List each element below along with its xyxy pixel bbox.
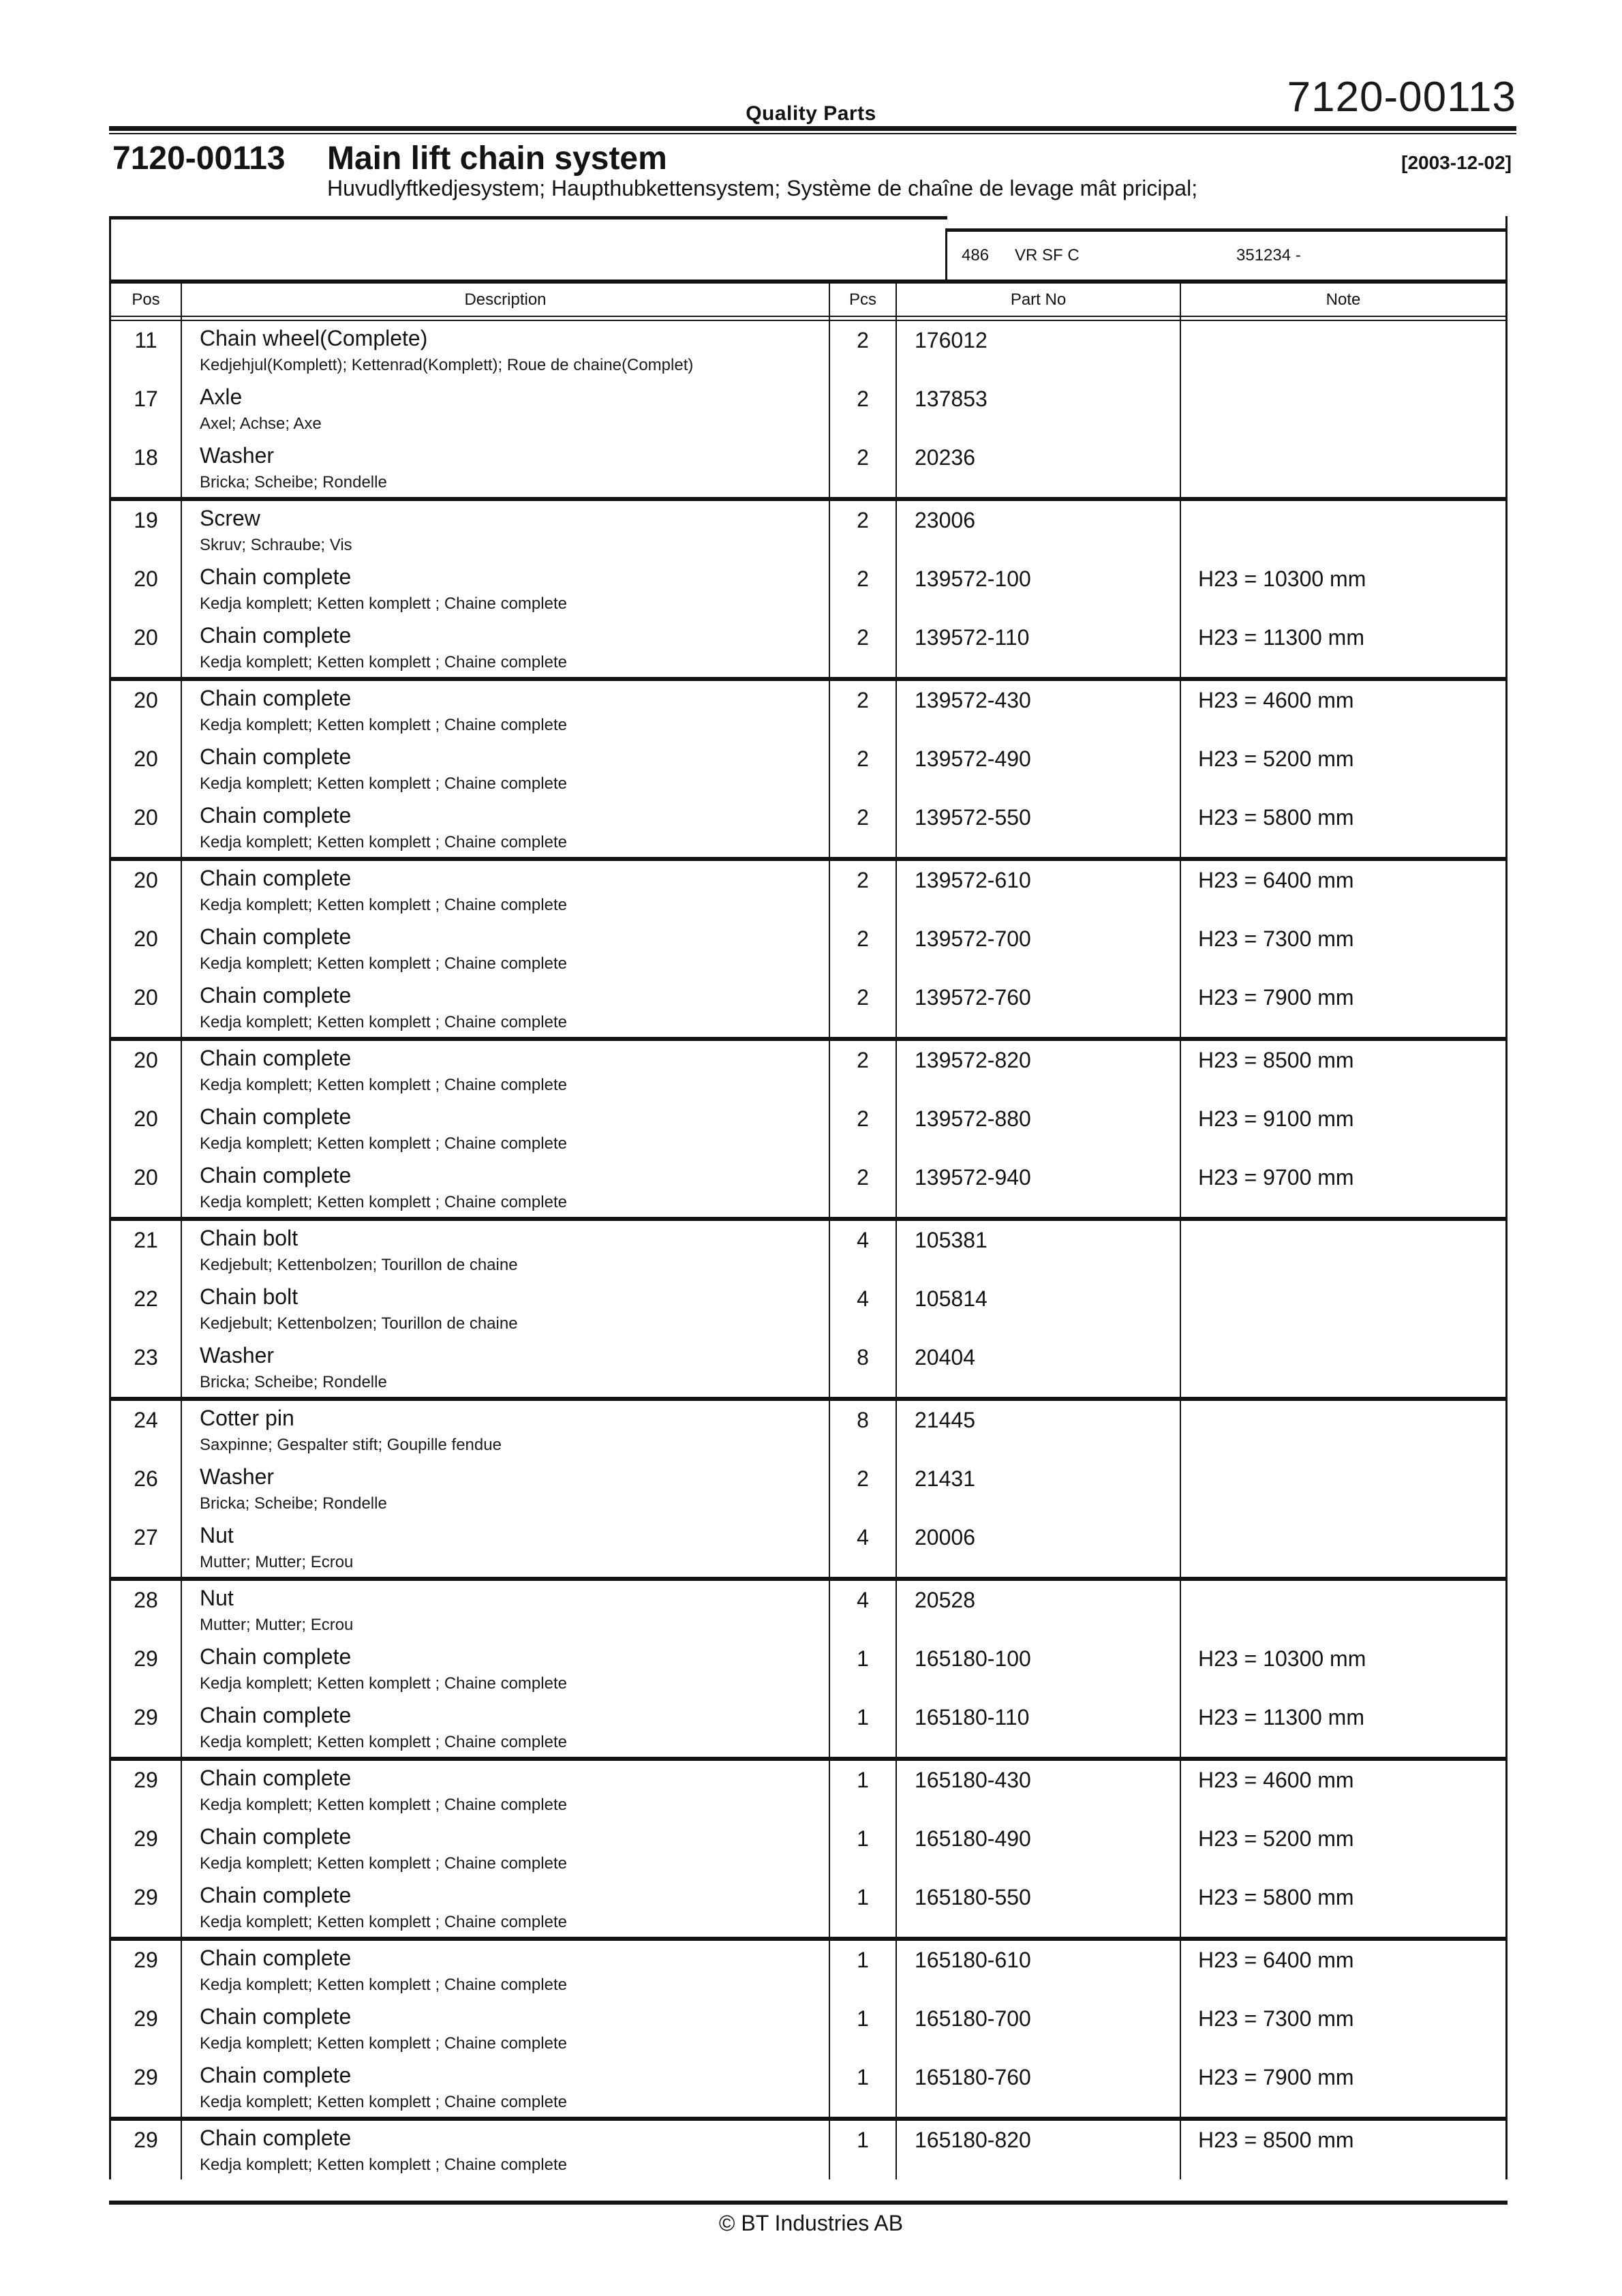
- table-row: [111, 1640, 1505, 1698]
- cell-note: H23 = 4600 mm: [1198, 688, 1354, 712]
- cell-pos: 23: [111, 1338, 182, 1397]
- cell-note: H23 = 8500 mm: [1198, 1048, 1354, 1072]
- description-main: Chain bolt: [200, 1226, 299, 1250]
- cell-pcs: 2: [830, 321, 897, 380]
- cell-note: H23 = 5200 mm: [1198, 746, 1354, 771]
- cell-description: [182, 1158, 830, 1217]
- cell-note: H23 = 7900 mm: [1198, 2065, 1354, 2089]
- cell-pcs: 8: [830, 1401, 897, 1460]
- cell-pos: 19: [111, 501, 182, 560]
- description-main: Chain complete: [200, 2063, 352, 2087]
- description-main: Chain complete: [200, 1644, 352, 1669]
- cell-note: H23 = 7300 mm: [1198, 2006, 1354, 2031]
- document-number-header: 7120-00113: [1287, 74, 1516, 121]
- model-name: VR SF C: [1015, 246, 1080, 265]
- description-main: Chain complete: [200, 803, 352, 828]
- description-main: Chain complete: [200, 623, 352, 648]
- cell-partno: 139572-760: [897, 978, 1181, 1037]
- description-translations: Mutter; Mutter; Ecrou: [200, 1553, 354, 1571]
- cell-pos: 18: [111, 438, 182, 497]
- cell-pcs: 1: [830, 1761, 897, 1819]
- cell-pcs: 2: [830, 740, 897, 798]
- cell-pos: 29: [111, 1761, 182, 1819]
- copyright-footer: © BT Industries AB: [718, 2211, 904, 2235]
- table-row: [111, 501, 1505, 560]
- table-row: [111, 1819, 1505, 1878]
- cell-note: H23 = 6400 mm: [1198, 1948, 1354, 1972]
- cell-description: [182, 1999, 830, 2058]
- description-main: Chain complete: [200, 983, 352, 1008]
- section-subtitle: Huvudlyftkedjesystem; Haupthubkettensystem; Système de chaîne de levage mât pricipal;: [327, 176, 1198, 200]
- description-main: Chain complete: [200, 1046, 352, 1070]
- description-translations: Skruv; Schraube; Vis: [200, 536, 352, 554]
- cell-pcs: 2: [830, 560, 897, 618]
- table-row: [111, 1518, 1505, 1577]
- table-row: [111, 1100, 1505, 1158]
- description-main: Chain complete: [200, 1766, 352, 1790]
- cell-pcs: 2: [830, 1100, 897, 1158]
- cell-note: H23 = 7300 mm: [1198, 926, 1354, 951]
- description-translations: Kedja komplett; Ketten komplett ; Chaine complete: [200, 2093, 567, 2111]
- cell-description: [182, 1221, 830, 1280]
- cell-pcs: 4: [830, 1581, 897, 1640]
- column-header-description: Description: [182, 284, 830, 316]
- description-translations: Mutter; Mutter; Ecrou: [200, 1616, 354, 1634]
- description-main: Cotter pin: [200, 1406, 294, 1430]
- cell-pcs: 1: [830, 2058, 897, 2117]
- column-header-pcs: Pcs: [830, 284, 897, 316]
- model-code: 486: [962, 246, 990, 265]
- cell-pos: 20: [111, 681, 182, 740]
- table-row: [111, 1401, 1505, 1460]
- cell-description: [182, 1280, 830, 1338]
- cell-description: [182, 560, 830, 618]
- cell-pcs: 2: [830, 978, 897, 1037]
- description-main: Screw: [200, 506, 260, 530]
- cell-partno: 165180-610: [897, 1941, 1181, 1999]
- cell-description: [182, 321, 830, 380]
- column-header-note: Note: [1326, 290, 1361, 309]
- cell-description: [182, 2121, 830, 2179]
- cell-pos: 29: [111, 1640, 182, 1698]
- cell-partno: 21445: [897, 1401, 1181, 1460]
- cell-pos: 29: [111, 2121, 182, 2179]
- description-main: Washer: [200, 443, 275, 468]
- cell-description: [182, 861, 830, 920]
- cell-partno: 139572-110: [897, 618, 1181, 677]
- description-translations: Kedja komplett; Ketten komplett ; Chaine complete: [200, 1134, 567, 1153]
- cell-description: [182, 1640, 830, 1698]
- revision-date: [2003-12-02]: [1401, 152, 1512, 173]
- cell-description: [182, 740, 830, 798]
- cell-pos: 20: [111, 1041, 182, 1100]
- cell-description: [182, 1878, 830, 1937]
- table-row: [111, 740, 1505, 798]
- cell-description: [182, 380, 830, 438]
- cell-description: [182, 1761, 830, 1819]
- description-main: Chain complete: [200, 866, 352, 890]
- cell-description: [182, 1338, 830, 1397]
- description-translations: Axel; Achse; Axe: [200, 414, 322, 433]
- section-title: Main lift chain system: [327, 140, 667, 177]
- cell-description: [182, 1100, 830, 1158]
- cell-note: [1181, 438, 1505, 497]
- cell-pcs: 2: [830, 920, 897, 978]
- cell-partno: 165180-820: [897, 2121, 1181, 2179]
- table-row: [111, 380, 1505, 438]
- description-main: Chain complete: [200, 1163, 352, 1188]
- cell-description: [182, 1581, 830, 1640]
- description-translations: Kedja komplett; Ketten komplett ; Chaine complete: [200, 2034, 567, 2053]
- cell-description: [182, 1518, 830, 1577]
- column-header-partno: Part No: [897, 284, 1181, 316]
- description-translations: Kedja komplett; Ketten komplett ; Chaine complete: [200, 2156, 567, 2174]
- cell-partno: 165180-100: [897, 1640, 1181, 1698]
- cell-partno: 139572-700: [897, 920, 1181, 978]
- description-translations: Kedja komplett; Ketten komplett ; Chaine complete: [200, 1076, 567, 1094]
- cell-note: H23 = 10300 mm: [1198, 567, 1366, 591]
- cell-pos: 29: [111, 1941, 182, 1999]
- table-row: [111, 2058, 1505, 2117]
- cell-pcs: 2: [830, 618, 897, 677]
- cell-note: [1181, 501, 1505, 560]
- cell-pcs: 2: [830, 501, 897, 560]
- cell-pcs: 1: [830, 1999, 897, 2058]
- cell-pos: 20: [111, 1158, 182, 1217]
- description-translations: Bricka; Scheibe; Rondelle: [200, 473, 387, 492]
- cell-description: [182, 501, 830, 560]
- table-row: [111, 618, 1505, 677]
- header-rule: [109, 126, 1516, 134]
- description-translations: Kedja komplett; Ketten komplett ; Chaine complete: [200, 1013, 567, 1031]
- cell-note: [1181, 1518, 1505, 1577]
- description-main: Chain complete: [200, 1824, 352, 1849]
- description-translations: Kedja komplett; Ketten komplett ; Chaine complete: [200, 1796, 567, 1814]
- description-main: Washer: [200, 1343, 275, 1368]
- cell-partno: 165180-550: [897, 1878, 1181, 1937]
- cell-pos: 20: [111, 560, 182, 618]
- cell-partno: 105814: [897, 1280, 1181, 1338]
- cell-note: H23 = 5800 mm: [1198, 1885, 1354, 1909]
- description-translations: Saxpinne; Gespalter stift; Goupille fendue: [200, 1436, 502, 1454]
- cell-partno: 139572-550: [897, 798, 1181, 857]
- description-main: Nut: [200, 1523, 234, 1547]
- cell-pcs: 1: [830, 1941, 897, 1999]
- cell-pos: 22: [111, 1280, 182, 1338]
- description-main: Chain complete: [200, 744, 352, 769]
- cell-pos: 29: [111, 2058, 182, 2117]
- table-row: [111, 1761, 1505, 1819]
- description-main: Chain wheel(Complete): [200, 326, 428, 350]
- cell-description: [182, 920, 830, 978]
- description-translations: Kedja komplett; Ketten komplett ; Chaine complete: [200, 896, 567, 914]
- description-main: Chain complete: [200, 2004, 352, 2029]
- cell-description: [182, 1460, 830, 1518]
- description-translations: Kedja komplett; Ketten komplett ; Chaine complete: [200, 954, 567, 973]
- cell-partno: 139572-490: [897, 740, 1181, 798]
- cell-pcs: 4: [830, 1518, 897, 1577]
- cell-note: H23 = 9100 mm: [1198, 1106, 1354, 1131]
- description-main: Chain bolt: [200, 1284, 299, 1309]
- cell-note: H23 = 4600 mm: [1198, 1768, 1354, 1792]
- cell-pcs: 1: [830, 1640, 897, 1698]
- cell-pos: 20: [111, 618, 182, 677]
- table-row: [111, 1338, 1505, 1397]
- cell-partno: 165180-700: [897, 1999, 1181, 2058]
- table-row: [111, 1581, 1505, 1640]
- cell-pcs: 2: [830, 798, 897, 857]
- cell-pos: 20: [111, 978, 182, 1037]
- description-main: Chain complete: [200, 1946, 352, 1970]
- brand-title: Quality Parts: [746, 102, 876, 125]
- cell-partno: 20006: [897, 1518, 1181, 1577]
- cell-pos: 24: [111, 1401, 182, 1460]
- description-main: Chain complete: [200, 564, 352, 589]
- description-main: Chain complete: [200, 1703, 352, 1727]
- table-row: [111, 798, 1505, 857]
- table-top-border: [109, 216, 947, 220]
- table-row: [111, 978, 1505, 1037]
- cell-pos: 29: [111, 1819, 182, 1878]
- description-main: Chain complete: [200, 924, 352, 949]
- description-translations: Kedja komplett; Ketten komplett ; Chaine complete: [200, 1733, 567, 1751]
- cell-pcs: 1: [830, 1819, 897, 1878]
- cell-pcs: 2: [830, 438, 897, 497]
- cell-pos: 20: [111, 920, 182, 978]
- cell-pos: 29: [111, 1878, 182, 1937]
- cell-pcs: 1: [830, 2121, 897, 2179]
- table-row: [111, 1999, 1505, 2058]
- description-main: Axle: [200, 384, 243, 409]
- table-header-row: [111, 284, 1505, 317]
- description-translations: Bricka; Scheibe; Rondelle: [200, 1494, 387, 1513]
- parts-table: [109, 216, 1508, 2179]
- cell-description: [182, 681, 830, 740]
- table-row: [111, 1878, 1505, 1937]
- cell-partno: 176012: [897, 321, 1181, 380]
- table-row: [111, 321, 1505, 380]
- cell-note: H23 = 7900 mm: [1198, 985, 1354, 1010]
- table-row: [111, 1941, 1505, 1999]
- description-translations: Kedja komplett; Ketten komplett ; Chaine complete: [200, 1976, 567, 1994]
- table-row: [111, 560, 1505, 618]
- description-main: Chain complete: [200, 1883, 352, 1907]
- cell-pos: 29: [111, 1698, 182, 1757]
- cell-description: [182, 1401, 830, 1460]
- description-translations: Kedja komplett; Ketten komplett ; Chaine complete: [200, 774, 567, 793]
- cell-note: [1181, 1280, 1505, 1338]
- section-number: 7120-00113: [112, 140, 286, 177]
- table-row: [111, 1221, 1505, 1280]
- cell-partno: 139572-820: [897, 1041, 1181, 1100]
- table-row: [111, 920, 1505, 978]
- cell-note: [1181, 321, 1505, 380]
- cell-note: H23 = 8500 mm: [1198, 2128, 1354, 2152]
- cell-partno: 21431: [897, 1460, 1181, 1518]
- cell-note: [1181, 1338, 1505, 1397]
- description-main: Washer: [200, 1464, 275, 1489]
- cell-description: [182, 1819, 830, 1878]
- description-translations: Kedja komplett; Ketten komplett ; Chaine complete: [200, 653, 567, 671]
- cell-pos: 26: [111, 1460, 182, 1518]
- table-row: [111, 861, 1505, 920]
- cell-partno: 165180-430: [897, 1761, 1181, 1819]
- cell-pos: 28: [111, 1581, 182, 1640]
- cell-pos: 20: [111, 861, 182, 920]
- table-row: [111, 1041, 1505, 1100]
- cell-description: [182, 798, 830, 857]
- cell-partno: 165180-490: [897, 1819, 1181, 1878]
- cell-pos: 20: [111, 1100, 182, 1158]
- model-info-box: [945, 228, 1505, 280]
- cell-pcs: 8: [830, 1338, 897, 1397]
- description-translations: Kedja komplett; Ketten komplett ; Chaine complete: [200, 1674, 567, 1693]
- cell-pos: 21: [111, 1221, 182, 1280]
- table-row: [111, 438, 1505, 497]
- cell-pcs: 2: [830, 1158, 897, 1217]
- cell-note: H23 = 10300 mm: [1198, 1646, 1366, 1671]
- description-translations: Kedja komplett; Ketten komplett ; Chaine complete: [200, 594, 567, 613]
- cell-partno: 139572-430: [897, 681, 1181, 740]
- cell-partno: 23006: [897, 501, 1181, 560]
- cell-description: [182, 438, 830, 497]
- cell-description: [182, 1041, 830, 1100]
- cell-description: [182, 978, 830, 1037]
- cell-pcs: 2: [830, 861, 897, 920]
- description-main: Chain complete: [200, 686, 352, 710]
- description-translations: Kedja komplett; Ketten komplett ; Chaine complete: [200, 1854, 567, 1873]
- cell-partno: 139572-610: [897, 861, 1181, 920]
- cell-note: H23 = 5200 mm: [1198, 1826, 1354, 1851]
- model-info-row: [111, 216, 1505, 284]
- cell-pos: 27: [111, 1518, 182, 1577]
- cell-note: H23 = 9700 mm: [1198, 1165, 1354, 1190]
- cell-pcs: 2: [830, 1041, 897, 1100]
- cell-partno: 139572-100: [897, 560, 1181, 618]
- description-translations: Kedjehjul(Komplett); Kettenrad(Komplett); Roue de chaine(Complet): [200, 356, 694, 374]
- description-main: Nut: [200, 1586, 234, 1610]
- table-row: [111, 1280, 1505, 1338]
- cell-description: [182, 618, 830, 677]
- table-row: [111, 2121, 1505, 2179]
- cell-pcs: 2: [830, 1460, 897, 1518]
- table-row: [111, 1460, 1505, 1518]
- description-translations: Kedjebult; Kettenbolzen; Tourillon de chaine: [200, 1314, 518, 1333]
- cell-description: [182, 2058, 830, 2117]
- cell-partno: 139572-940: [897, 1158, 1181, 1217]
- cell-partno: 20528: [897, 1581, 1181, 1640]
- cell-note: H23 = 11300 mm: [1198, 1705, 1364, 1729]
- cell-pcs: 2: [830, 681, 897, 740]
- description-translations: Kedjebult; Kettenbolzen; Tourillon de chaine: [200, 1256, 518, 1274]
- cell-description: [182, 1698, 830, 1757]
- cell-partno: 165180-110: [897, 1698, 1181, 1757]
- description-translations: Bricka; Scheibe; Rondelle: [200, 1373, 387, 1391]
- description-translations: Kedja komplett; Ketten komplett ; Chaine complete: [200, 833, 567, 851]
- cell-note: [1181, 1221, 1505, 1280]
- description-main: Chain complete: [200, 2126, 352, 2150]
- serial-range: 351234 -: [1236, 246, 1301, 265]
- cell-pcs: 1: [830, 1698, 897, 1757]
- description-translations: Kedja komplett; Ketten komplett ; Chaine complete: [200, 716, 567, 734]
- cell-pcs: 1: [830, 1878, 897, 1937]
- table-row: [111, 1698, 1505, 1757]
- cell-pos: 11: [111, 321, 182, 380]
- cell-pos: 29: [111, 1999, 182, 2058]
- cell-pcs: 4: [830, 1280, 897, 1338]
- section-heading: [112, 140, 1512, 177]
- table-row: [111, 681, 1505, 740]
- cell-note: H23 = 11300 mm: [1198, 625, 1364, 650]
- cell-pcs: 2: [830, 380, 897, 438]
- cell-note: [1181, 1581, 1505, 1640]
- description-translations: Kedja komplett; Ketten komplett ; Chaine complete: [200, 1913, 567, 1931]
- footer-rule: [109, 2201, 1508, 2205]
- cell-partno: 139572-880: [897, 1100, 1181, 1158]
- cell-partno: 20236: [897, 438, 1181, 497]
- cell-note: H23 = 6400 mm: [1198, 868, 1354, 892]
- column-header-pos: Pos: [111, 284, 182, 316]
- cell-note: [1181, 1401, 1505, 1460]
- cell-pos: 20: [111, 798, 182, 857]
- cell-description: [182, 1941, 830, 1999]
- cell-partno: 20404: [897, 1338, 1181, 1397]
- cell-partno: 105381: [897, 1221, 1181, 1280]
- cell-pos: 20: [111, 740, 182, 798]
- table-row: [111, 1158, 1505, 1217]
- cell-pcs: 4: [830, 1221, 897, 1280]
- cell-note: [1181, 380, 1505, 438]
- cell-note: [1181, 1460, 1505, 1518]
- table-body: [111, 321, 1505, 2179]
- cell-partno: 165180-760: [897, 2058, 1181, 2117]
- cell-partno: 137853: [897, 380, 1181, 438]
- cell-note: H23 = 5800 mm: [1198, 805, 1354, 830]
- description-translations: Kedja komplett; Ketten komplett ; Chaine complete: [200, 1193, 567, 1211]
- description-main: Chain complete: [200, 1104, 352, 1129]
- cell-pos: 17: [111, 380, 182, 438]
